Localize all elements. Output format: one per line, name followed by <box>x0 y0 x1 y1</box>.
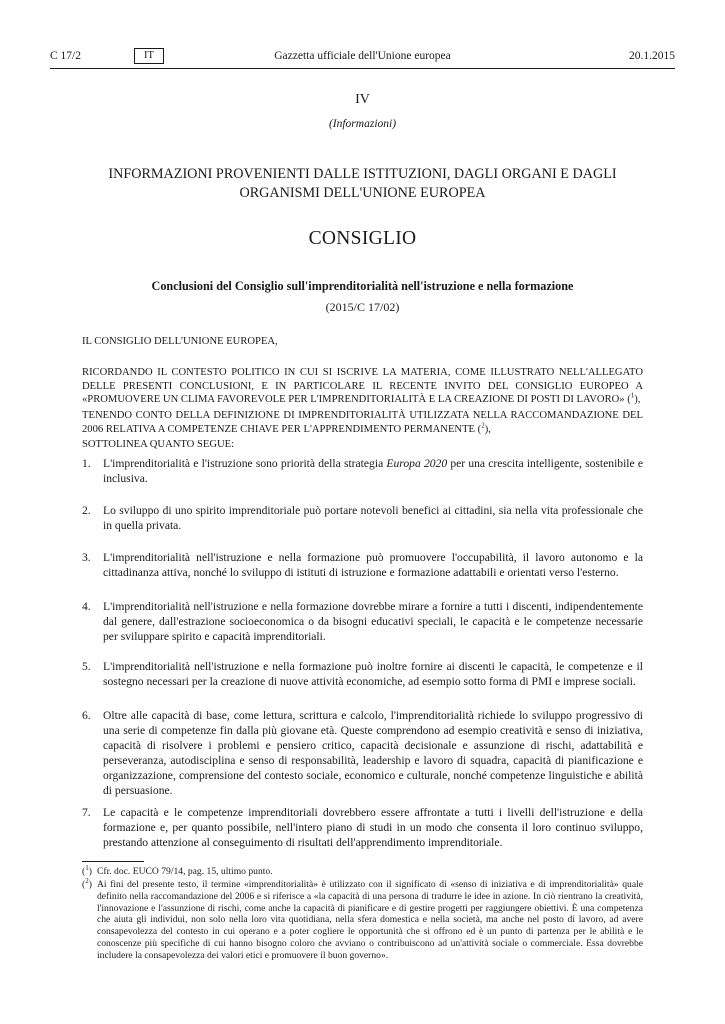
footnote-divider <box>82 861 144 862</box>
institution-title-line-1: INFORMAZIONI PROVENIENTI DALLE ISTITUZIONI, DAGLI ORGANI E DAGLI <box>108 166 617 182</box>
institution-title <box>60 165 665 203</box>
preamble-underline: SOTTOLINEA QUANTO SEGUE: <box>82 439 235 450</box>
item-number: 2. <box>82 504 91 517</box>
list-item <box>82 659 643 689</box>
publication-date: 20.1.2015 <box>629 50 675 62</box>
list-item <box>82 805 643 850</box>
item-text: L'imprenditorialità e l'istruzione sono priorità della strategia Europa 2020 per una crescita intelligente, sostenibile e inclusiva. <box>103 457 644 485</box>
page-reference: C 17/2 <box>50 50 81 62</box>
item-text: L'imprenditorialità nell'istruzione e nella formazione può promuovere l'occupabilità, il lavoro autonomo e la cittadinanza attiva, nonché lo sviluppo di istituti di istruzione e formazione adattabili e orientati verso l'esterno. <box>103 551 643 579</box>
header-divider <box>50 68 675 69</box>
part-number: IV <box>355 92 370 107</box>
list-item <box>82 599 643 644</box>
list-item <box>82 456 643 486</box>
item-text: L'imprenditorialità nell'istruzione e nella formazione dovrebbe mirare a fornire a tutti i discenti, indipendentemente dal genere, dall'estrazione socioeconomica o da bisogni educativi speciali, le capacità e le competenze necessarie per sviluppare spirito e capacità imprenditoriali. <box>103 600 643 643</box>
item-text: L'imprenditorialità nell'istruzione e nella formazione può inoltre fornire ai discenti le capacità, le competenze e il sostegno necessari per la creazione di nuove attività economiche, ad esempio sotto forma di PMI e imprese sociali. <box>103 660 643 688</box>
preamble-intro: IL CONSIGLIO DELL'UNIONE EUROPEA, <box>82 336 278 347</box>
journal-title: Gazzetta ufficiale dell'Unione europea <box>274 50 451 62</box>
footnote-ref[interactable]: 2 <box>481 421 485 430</box>
item-number: 7. <box>82 806 91 819</box>
footnote <box>82 876 643 962</box>
page-header <box>50 48 675 68</box>
footnote-ref[interactable]: 1 <box>630 391 635 400</box>
list-item <box>82 708 643 798</box>
document-reference: (2015/C 17/02) <box>325 300 400 314</box>
footnote-text: Ai fini del presente testo, il termine «imprenditorialità» è utilizzato con il significato di «senso di iniziativa e di imprenditorialità» quale definito nella raccomandazione del 2006 e si riferisce a «la capacità di una persona di tradurre le idee in azione. In ciò rientrano la creatività, l'innovazione e l'assunzione di rischi, come anche la capacità di pianificare e di gestire progetti per raggiungere obiettivi. È una competenza che aiuta gli individui, non solo nella loro vita quotidiana, nella sfera domestica e nella società, ma anche nel posto di lavoro, ad avere consapevolezza del contesto in cui operano e a poter cogliere le opportunità che si offrono ed è un punto di partenza per le abilità e le conoscenze più specifiche di cui hanno bisogno coloro che avviano o contribuiscono ad un'attività sociale o commerciale. Essa dovrebbe includere la consapevolezza dei valori etici e promuovere il buon governo». <box>97 879 643 961</box>
item-text: Oltre alle capacità di base, come lettura, scrittura e calcolo, l'imprenditorialità richiede lo sviluppo progressivo di una serie di competenze fin dalla più giovane età. Queste comprendono ad esempio creatività e senso di iniziativa, capacità di risolvere i problemi e pensiero critico, capacità decisionale e assunzione di rischi, adattabilità e perseveranza, autodisciplina e senso di responsabilità, leadership e lavoro di squadra, capacità di pianificazione e organizzazione, comprensione del contesto sociale, economico e culturale, nonché competenze linguistiche e abilità di persuasione. <box>103 709 643 797</box>
council-heading: CONSIGLIO <box>308 228 417 249</box>
footnote-number: ($^2$) <box>82 876 92 890</box>
part-subtitle: (Informazioni) <box>328 118 397 130</box>
footnote <box>82 863 643 878</box>
preamble-recital-2: TENENDO CONTO DELLA DEFINIZIONE DI IMPRENDITORIALITÀ UTILIZZATA NELLA RACCOMANDAZIONE DEL 2006 RELATIVA A COMPETENZE CHIAVE PER L'APPRENDIMENTO PERMANENTE ($^2$), <box>82 410 643 435</box>
footnote-number: ($^1$) <box>82 863 92 877</box>
document-title: Conclusioni del Consiglio sull'imprenditorialità nell'istruzione e nella formazione <box>151 279 574 293</box>
list-item <box>82 503 643 533</box>
institution-title-line-2: ORGANISMI DELL'UNIONE EUROPEA <box>239 185 486 201</box>
item-number: 5. <box>82 660 91 673</box>
item-number: 6. <box>82 709 91 722</box>
preamble-recital-1: RICORDANDO IL CONTESTO POLITICO IN CUI SI ISCRIVE LA MATERIA, COME ILLUSTRATO NELL'ALLEGATO DELLE PRESENTI CONCLUSIONI, E IN PARTICOLARE IL RECENTE INVITO DEL CONSIGLIO EUROPEO A «PROMUOVERE UN CLIMA FAVOREVOLE PER L'IMPRENDITORIALITÀ E LA CREAZIONE DI POSTI DI LAVORO» ($^1$), <box>82 367 643 406</box>
list-item <box>82 550 643 580</box>
item-number: 3. <box>82 551 91 564</box>
language-badge: IT <box>134 48 164 64</box>
item-number: 4. <box>82 600 91 613</box>
footnote-text: Cfr. doc. EUCO 79/14, pag. 15, ultimo punto. <box>97 866 273 877</box>
item-text: Le capacità e le competenze imprenditoriali dovrebbero essere affrontate a tutti i livelli dell'istruzione e della formazione e, per quanto possibile, nell'intero piano di studi in un modo che consenta il loro continuo sviluppo, prestando attenzione al conseguimento di risultati dell'apprendimento imprenditoriale. <box>103 806 643 849</box>
item-number: 1. <box>82 457 91 470</box>
item-text: Lo sviluppo di uno spirito imprenditoriale può portare notevoli benefici ai cittadini, sia nella vita professionale che in quella privata. <box>103 504 643 532</box>
